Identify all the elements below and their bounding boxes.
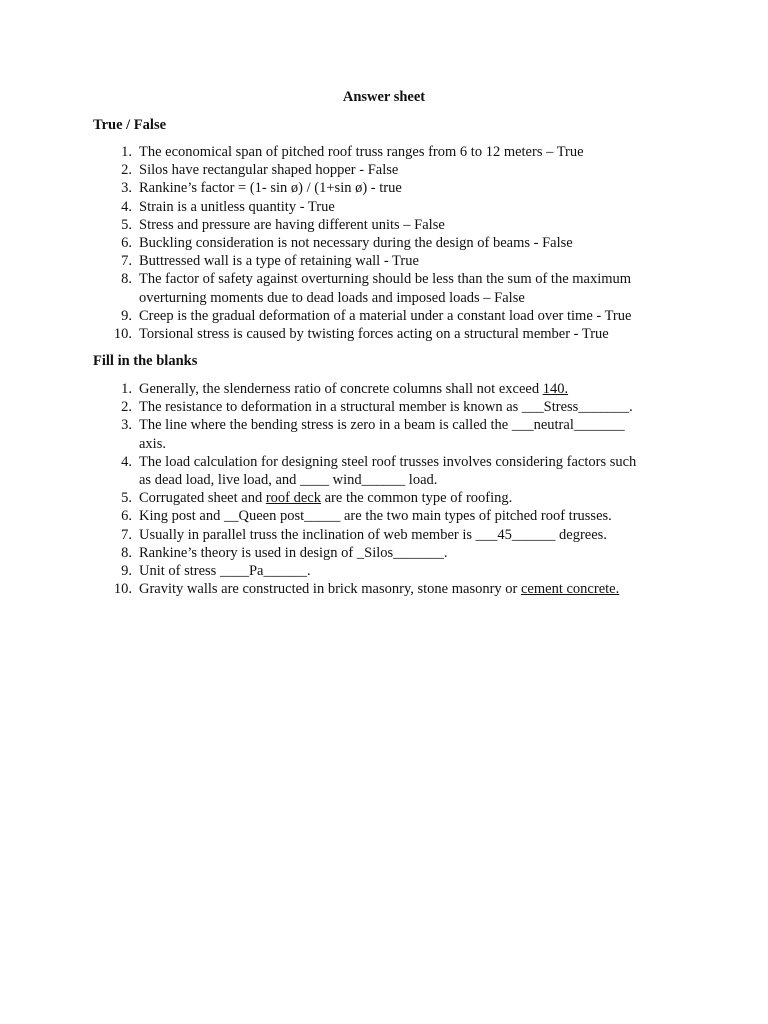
true-false-list [0, 143, 768, 343]
fill-blanks-list [0, 380, 768, 598]
item-text: Creep is the gradual deformation of a material under a constant load over time - True [139, 307, 632, 324]
item-number: 6. [121, 235, 132, 252]
item-text: Silos have rectangular shaped hopper - False [139, 162, 399, 179]
item-number: 5. [121, 490, 132, 507]
underlined-answer: 140. [542, 381, 569, 397]
item-number: 2. [121, 399, 132, 416]
item-text: Buttressed wall is a type of retaining wall - True [139, 253, 419, 270]
list-item [0, 270, 679, 306]
list-item [0, 252, 679, 270]
item-text-end: are the common type of roofing. [321, 490, 513, 507]
list-item [0, 489, 679, 507]
list-item [0, 179, 679, 197]
item-text-line-1: The factor of safety against overturning should be less than the sum of the maximum [139, 271, 632, 288]
item-number: 9. [121, 563, 132, 580]
item-text: Unit of stress ____Pa______. [139, 563, 311, 580]
true-false-heading: True / False [93, 117, 167, 133]
item-number: 7. [121, 526, 132, 543]
item-text: King post and __Queen post_____ are the two main types of pitched roof trusses. [139, 508, 612, 525]
list-item [0, 526, 679, 544]
list-item [0, 380, 679, 398]
item-text: Rankine’s factor = (1- sin ø) / (1+sin ø) - true [139, 180, 402, 197]
item-text-line-2: axis. [139, 435, 166, 452]
page-title: Answer sheet [342, 89, 426, 105]
item-number: 3. [121, 180, 132, 197]
item-text-line-2: as dead load, live load, and ____ wind______ load. [139, 472, 438, 489]
underlined-answer: cement concrete. [521, 581, 620, 598]
list-item [0, 416, 679, 452]
item-text: Stress and pressure are having different units – False [139, 216, 445, 233]
item-number: 6. [121, 508, 132, 525]
item-number: 7. [121, 253, 132, 270]
item-number: 10. [113, 581, 132, 598]
item-text: Generally, the slenderness ratio of concrete columns shall not exceed [139, 381, 543, 397]
fill-blanks-heading: Fill in the blanks [93, 353, 198, 369]
item-number: 4. [121, 453, 132, 470]
item-number: 3. [121, 417, 132, 434]
item-number: 1. [121, 381, 132, 397]
item-number: 10. [113, 326, 132, 343]
item-number: 4. [121, 198, 132, 215]
item-number: 5. [121, 216, 132, 233]
item-text-line-2: overturning moments due to dead loads and imposed loads – False [139, 289, 525, 306]
list-item [0, 161, 679, 179]
item-text: Gravity walls are constructed in brick masonry, stone masonry or [139, 581, 521, 598]
list-item [0, 143, 679, 161]
list-item [0, 398, 679, 416]
underlined-answer: roof deck [265, 490, 321, 507]
list-item [0, 198, 679, 216]
item-text-line-1: The load calculation for designing steel roof trusses involves considering factors such [139, 453, 637, 470]
list-item [0, 216, 679, 234]
item-text: Buckling consideration is not necessary during the design of beams - False [139, 235, 573, 252]
item-text-line-1: The line where the bending stress is zero in a beam is called the ___neutral_______ [139, 417, 625, 434]
list-item [0, 307, 679, 325]
list-item [0, 562, 679, 580]
list-item [0, 507, 679, 525]
item-text: Strain is a unitless quantity - True [139, 198, 335, 215]
item-number: 8. [121, 271, 132, 288]
item-number: 1. [121, 144, 132, 160]
item-number: 8. [121, 544, 132, 561]
item-text: Usually in parallel truss the inclination of web member is ___45______ degrees. [139, 526, 607, 543]
item-number: 2. [121, 162, 132, 179]
list-item [0, 453, 679, 489]
list-item [0, 234, 679, 252]
list-item [0, 580, 679, 598]
item-number: 9. [121, 307, 132, 324]
list-item [0, 325, 679, 343]
list-item [0, 544, 679, 562]
item-text: Torsional stress is caused by twisting forces acting on a structural member - True [139, 326, 609, 343]
item-text: The economical span of pitched roof truss ranges from 6 to 12 meters – True [139, 144, 584, 160]
item-text: Rankine’s theory is used in design of _Silos_______. [139, 544, 448, 561]
item-text: The resistance to deformation in a structural member is known as ___Stress_______. [139, 399, 633, 416]
item-text: Corrugated sheet and [139, 490, 266, 507]
